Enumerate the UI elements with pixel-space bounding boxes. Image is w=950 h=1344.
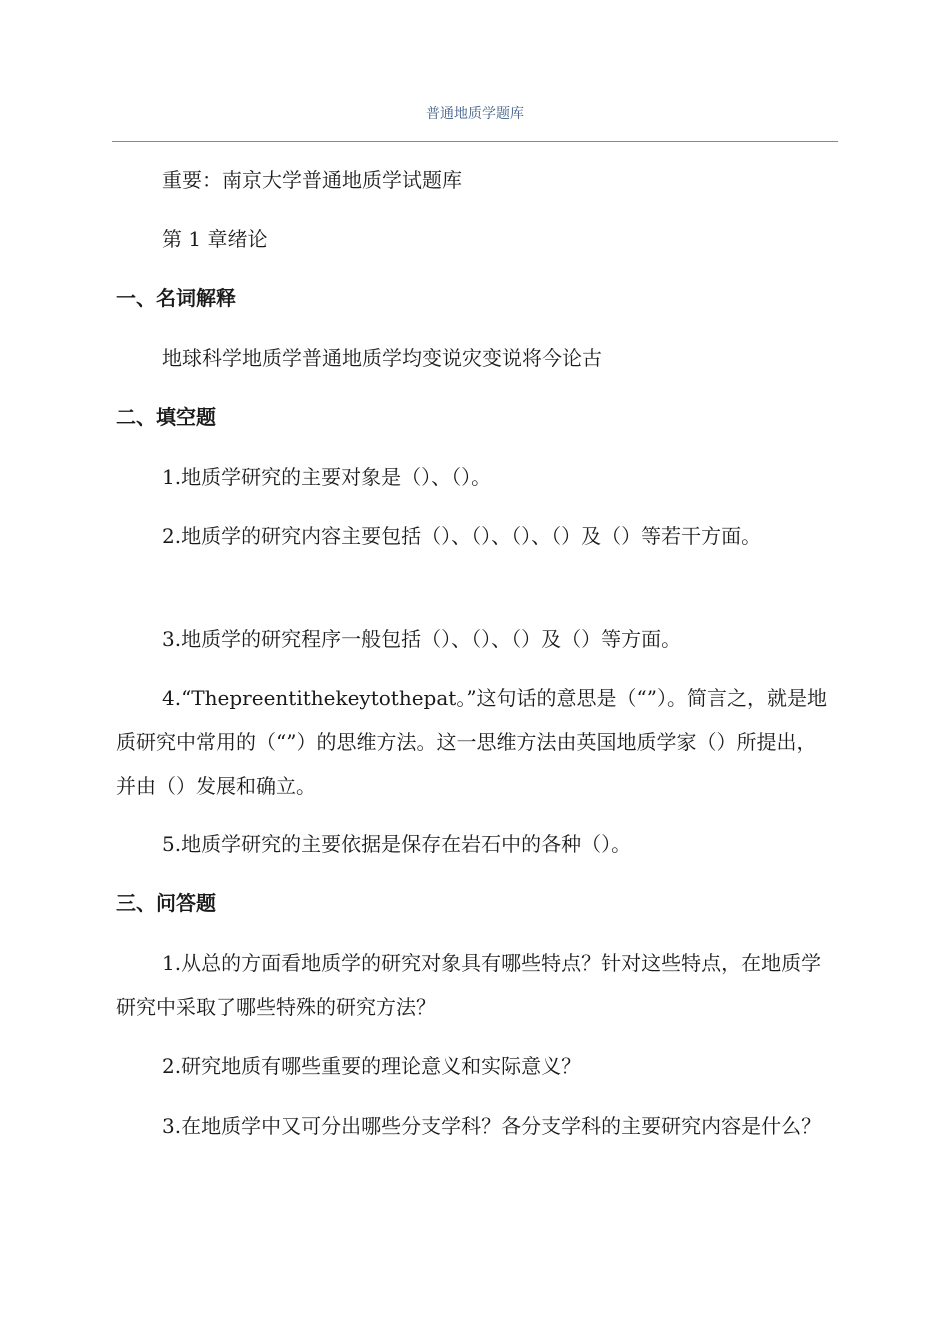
fill-blank-question-5: 5.地质学研究的主要依据是保存在岩石中的各种（）。 [162, 832, 632, 856]
fill-blank-question-4: 4.“Thepreentithekeytothepat。”这句话的意思是（“”）。简言之，就是地质研究中常用的（“”）的思维方法。这一思维方法由英国地质学家（）所提出，并由（）发展和确立。 [116, 686, 827, 798]
qa-question-2: 2.研究地质有哪些重要的理论意义和实际意义？ [162, 1054, 582, 1078]
fill-blank-question-1: 1.地质学研究的主要对象是（）、（）。 [162, 465, 492, 489]
section-heading-terms: 一、名词解释 [116, 286, 236, 310]
header-divider [112, 141, 838, 142]
fill-blank-question-3: 3.地质学的研究程序一般包括（）、（）、（）及（）等方面。 [162, 627, 682, 651]
page-header-title: 普通地质学题库 [426, 106, 524, 122]
chapter-title: 第 1 章绪论 [162, 227, 268, 251]
qa-question-1: 1.从总的方面看地质学的研究对象具有哪些特点？针对这些特点，在地质学研究中采取了哪些特殊的研究方法？ [116, 951, 822, 1019]
section-heading-fill-blank: 二、填空题 [116, 405, 216, 429]
terms-list: 地球科学地质学普通地质学均变说灾变说将今论古 [162, 346, 602, 370]
document-title: 重要：南京大学普通地质学试题库 [162, 168, 462, 192]
section-heading-qa: 三、问答题 [116, 891, 216, 915]
fill-blank-question-2: 2.地质学的研究内容主要包括（）、（）、（）、（）及（）等若干方面。 [162, 524, 762, 548]
qa-question-3: 3.在地质学中又可分出哪些分支学科？各分支学科的主要研究内容是什么？ [162, 1114, 822, 1138]
